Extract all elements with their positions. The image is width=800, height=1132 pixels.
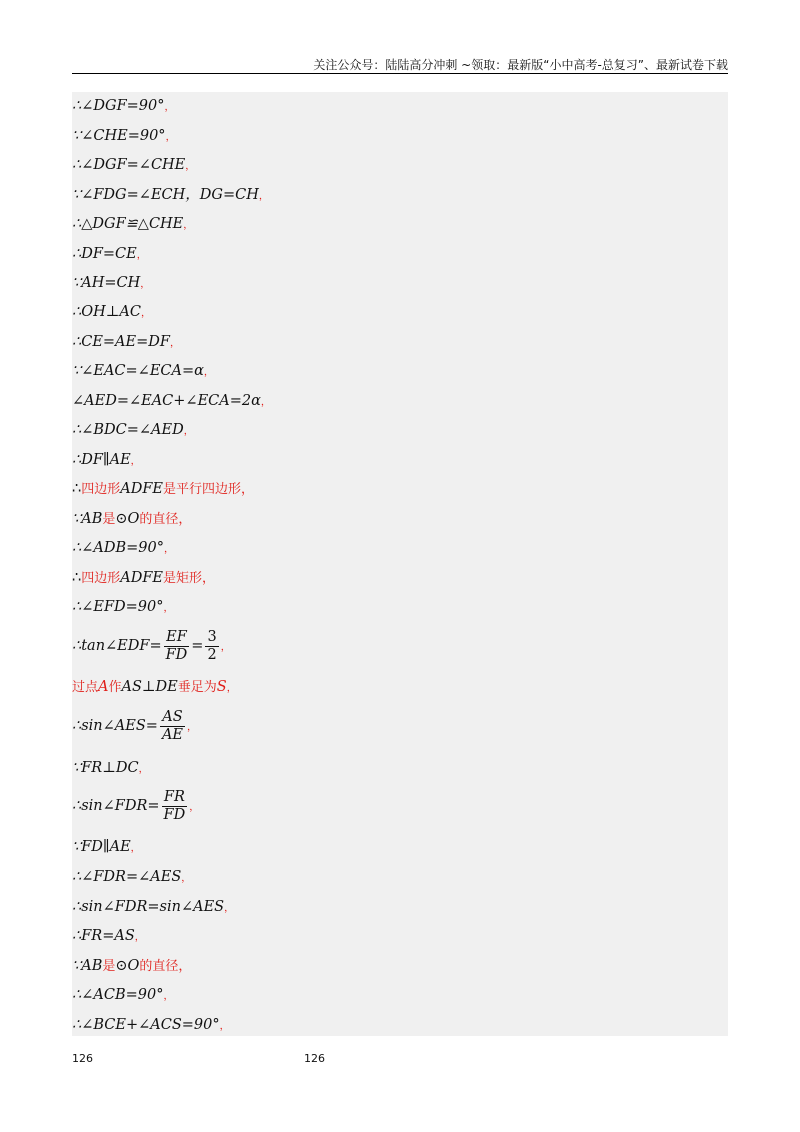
proof-line: ∵FD∥AE， — [72, 839, 141, 855]
proof-line: ∴∠DGF=∠CHE， — [72, 157, 196, 173]
fraction: $\frac{AS}{AE}$ — [161, 708, 183, 743]
proof-line: ∴∠ACB=90°， — [72, 987, 174, 1003]
fraction: $\frac{FR}{FD}$ — [163, 788, 186, 823]
proof-line: ∴∠ADB=90°， — [72, 540, 174, 556]
proof-line: ∴DF∥AE， — [72, 452, 141, 468]
proof-line: ∴∠DGF=90°， — [72, 98, 175, 114]
proof-line: ∴△DGF≌△CHE， — [72, 216, 194, 232]
proof-line: ∴∠BCE+∠ACS=90°， — [72, 1017, 230, 1033]
header-rule — [72, 73, 728, 74]
proof-line: ∵FR⊥DC， — [72, 760, 149, 776]
proof-line: ∴∠FDR=∠AES， — [72, 869, 192, 885]
proof-line: ∵AB是⊙O的直径， — [72, 511, 192, 527]
proof-line: ∴四边形ADFE是平行四边形， — [72, 481, 255, 497]
proof-line: ∴FR=AS， — [72, 928, 145, 944]
proof-line: ∴CE=AE=DF， — [72, 334, 180, 350]
page-header: 关注公众号：陆陆高分冲刺 ~领取：最新版“小中高考-总复习”、最新试卷下载 — [313, 58, 728, 72]
proof-line-fraction: ∴tan∠EDF= $\frac{EF}{FD}$ = $\frac{3}{2}$ ， — [72, 628, 231, 663]
proof-line: ∵∠FDG=∠ECH，DG=CH， — [72, 187, 269, 203]
proof-line-fraction: ∴sin∠FDR= $\frac{FR}{FD}$ ， — [72, 788, 200, 823]
fraction: $\frac{EF}{FD}$ — [165, 628, 188, 663]
proof-line: ∴∠EFD=90°， — [72, 599, 174, 615]
proof-line: ∴sin∠FDR=sin∠AES， — [72, 899, 235, 915]
proof-line: ∴∠BDC=∠AED， — [72, 422, 194, 438]
proof-line-fraction: ∴sin∠AES= $\frac{AS}{AE}$ ， — [72, 708, 197, 743]
proof-line: ∵AH=CH， — [72, 275, 151, 291]
page-number-left: 126 — [72, 1052, 93, 1065]
fraction: $\frac{3}{2}$ — [207, 628, 217, 663]
solution-content — [72, 92, 728, 1036]
proof-line: ∴OH⊥AC， — [72, 304, 151, 320]
proof-line: 过点A作AS⊥DE垂足为S， — [72, 679, 237, 695]
page-number-center: 126 — [304, 1052, 325, 1065]
proof-line: ∵∠CHE=90°， — [72, 128, 176, 144]
proof-line: ∴四边形ADFE是矩形， — [72, 570, 216, 586]
proof-line: ∠AED=∠EAC+∠ECA=2α， — [72, 393, 271, 409]
proof-line: ∵∠EAC=∠ECA=α， — [72, 363, 214, 379]
proof-line: ∵AB是⊙O的直径， — [72, 958, 192, 974]
proof-line: ∴DF=CE， — [72, 246, 147, 262]
